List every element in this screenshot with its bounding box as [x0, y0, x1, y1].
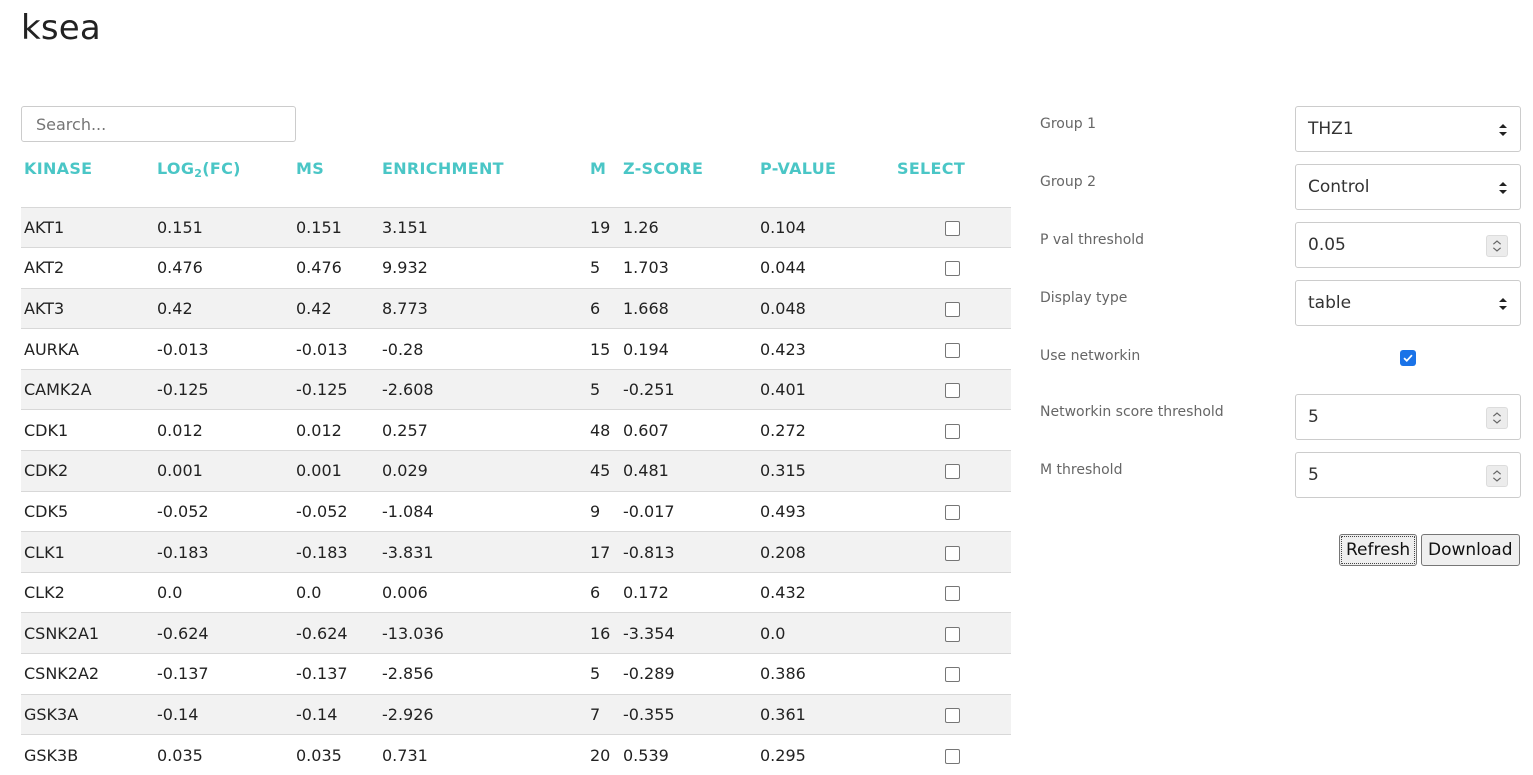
- cell-select: [894, 288, 1011, 329]
- networkin-score-threshold-input[interactable]: [1295, 394, 1521, 440]
- group1-value: THZ1: [1308, 119, 1354, 139]
- cell-enrichment: 9.932: [379, 248, 587, 289]
- header-select[interactable]: SELECT: [897, 159, 966, 178]
- cell-pvalue: 0.432: [757, 572, 894, 613]
- kinase-table-container: [21, 150, 1011, 775]
- cell-m: 15: [587, 329, 620, 370]
- cell-pvalue: 0.104: [757, 207, 894, 248]
- header-log2fc-suffix: (FC): [202, 159, 241, 178]
- pval-threshold-label: P val threshold: [1040, 232, 1145, 248]
- row-select-checkbox[interactable]: [945, 667, 960, 682]
- cell-zscore: 0.539: [620, 735, 757, 775]
- cell-log2fc: 0.0: [154, 572, 293, 613]
- cell-enrichment: -13.036: [379, 613, 587, 654]
- cell-kinase: GSK3A: [21, 694, 154, 735]
- cell-enrichment: 8.773: [379, 288, 587, 329]
- row-select-checkbox[interactable]: [945, 221, 960, 236]
- row-select-checkbox[interactable]: [945, 627, 960, 642]
- cell-log2fc: -0.125: [154, 369, 293, 410]
- row-select-checkbox[interactable]: [945, 343, 960, 358]
- pval-threshold-value: 0.05: [1308, 235, 1346, 255]
- table-row: [21, 207, 1011, 248]
- cell-zscore: -0.251: [620, 369, 757, 410]
- cell-enrichment: -2.608: [379, 369, 587, 410]
- header-log2fc-sub: 2: [194, 167, 203, 180]
- cell-ms: 0.42: [293, 288, 379, 329]
- cell-kinase: CDK1: [21, 410, 154, 451]
- cell-enrichment: 0.006: [379, 572, 587, 613]
- spinner-icon[interactable]: [1486, 407, 1508, 429]
- cell-pvalue: 0.208: [757, 532, 894, 573]
- cell-ms: -0.013: [293, 329, 379, 370]
- table-row: [21, 248, 1011, 289]
- m-threshold-label: M threshold: [1040, 462, 1123, 478]
- cell-enrichment: -2.856: [379, 654, 587, 695]
- cell-ms: 0.476: [293, 248, 379, 289]
- display-type-select[interactable]: [1295, 280, 1521, 326]
- cell-select: [894, 410, 1011, 451]
- cell-log2fc: 0.035: [154, 735, 293, 775]
- cell-pvalue: 0.423: [757, 329, 894, 370]
- header-kinase[interactable]: KINASE: [24, 159, 93, 178]
- cell-enrichment: 0.029: [379, 451, 587, 492]
- spinner-icon[interactable]: [1486, 235, 1508, 257]
- cell-select: [894, 329, 1011, 370]
- cell-zscore: 0.194: [620, 329, 757, 370]
- table-row: [21, 288, 1011, 329]
- group2-label: Group 2: [1040, 174, 1096, 190]
- cell-ms: -0.137: [293, 654, 379, 695]
- m-threshold-input[interactable]: [1295, 452, 1521, 498]
- cell-m: 9: [587, 491, 620, 532]
- row-select-checkbox[interactable]: [945, 708, 960, 723]
- header-log2fc-prefix: LOG: [157, 159, 195, 178]
- table-row: [21, 369, 1011, 410]
- cell-kinase: AKT3: [21, 288, 154, 329]
- cell-log2fc: 0.42: [154, 288, 293, 329]
- table-row: [21, 694, 1011, 735]
- cell-enrichment: 0.731: [379, 735, 587, 775]
- cell-pvalue: 0.295: [757, 735, 894, 775]
- cell-log2fc: -0.137: [154, 654, 293, 695]
- row-select-checkbox[interactable]: [945, 261, 960, 276]
- use-networkin-label: Use networkin: [1040, 348, 1141, 364]
- display-type-label: Display type: [1040, 290, 1128, 306]
- group1-label: Group 1: [1040, 116, 1096, 132]
- pval-threshold-input[interactable]: [1295, 222, 1521, 268]
- cell-pvalue: 0.386: [757, 654, 894, 695]
- cell-log2fc: 0.012: [154, 410, 293, 451]
- header-log2fc[interactable]: [154, 150, 293, 207]
- cell-zscore: -0.017: [620, 491, 757, 532]
- cell-pvalue: 0.044: [757, 248, 894, 289]
- cell-log2fc: -0.624: [154, 613, 293, 654]
- cell-ms: 0.0: [293, 572, 379, 613]
- cell-pvalue: 0.315: [757, 451, 894, 492]
- cell-enrichment: -1.084: [379, 491, 587, 532]
- cell-pvalue: 0.272: [757, 410, 894, 451]
- cell-zscore: 1.26: [620, 207, 757, 248]
- page-title: ksea: [21, 8, 101, 48]
- table-row: [21, 572, 1011, 613]
- kinase-table: [21, 150, 1011, 775]
- row-select-checkbox[interactable]: [945, 586, 960, 601]
- cell-select: [894, 694, 1011, 735]
- cell-enrichment: -3.831: [379, 532, 587, 573]
- checkmark-icon: [1401, 351, 1415, 365]
- cell-kinase: CLK1: [21, 532, 154, 573]
- row-select-checkbox[interactable]: [945, 749, 960, 764]
- cell-ms: 0.151: [293, 207, 379, 248]
- cell-zscore: -0.813: [620, 532, 757, 573]
- cell-m: 6: [587, 572, 620, 613]
- cell-ms: -0.052: [293, 491, 379, 532]
- cell-select: [894, 532, 1011, 573]
- header-enrichment[interactable]: ENRICHMENT: [382, 159, 504, 178]
- cell-zscore: -0.289: [620, 654, 757, 695]
- spinner-icon[interactable]: [1486, 465, 1508, 487]
- cell-log2fc: 0.476: [154, 248, 293, 289]
- table-row: [21, 654, 1011, 695]
- row-select-checkbox[interactable]: [945, 424, 960, 439]
- table-row: [21, 532, 1011, 573]
- table-row: [21, 410, 1011, 451]
- cell-log2fc: -0.013: [154, 329, 293, 370]
- cell-m: 16: [587, 613, 620, 654]
- cell-ms: 0.001: [293, 451, 379, 492]
- cell-zscore: -3.354: [620, 613, 757, 654]
- table-row: [21, 491, 1011, 532]
- table-row: [21, 613, 1011, 654]
- cell-zscore: 0.172: [620, 572, 757, 613]
- group2-select[interactable]: [1295, 164, 1521, 210]
- cell-zscore: 0.481: [620, 451, 757, 492]
- cell-zscore: 0.607: [620, 410, 757, 451]
- cell-log2fc: -0.183: [154, 532, 293, 573]
- cell-m: 19: [587, 207, 620, 248]
- cell-pvalue: 0.0: [757, 613, 894, 654]
- cell-kinase: AKT2: [21, 248, 154, 289]
- cell-pvalue: 0.493: [757, 491, 894, 532]
- cell-pvalue: 0.401: [757, 369, 894, 410]
- select-arrows-icon: [1498, 122, 1508, 138]
- row-select-checkbox[interactable]: [945, 383, 960, 398]
- networkin-score-threshold-value: 5: [1308, 407, 1319, 427]
- cell-log2fc: -0.14: [154, 694, 293, 735]
- row-select-checkbox[interactable]: [945, 464, 960, 479]
- table-row: [21, 329, 1011, 370]
- cell-kinase: AURKA: [21, 329, 154, 370]
- cell-kinase: CSNK2A1: [21, 613, 154, 654]
- cell-enrichment: -2.926: [379, 694, 587, 735]
- select-arrows-icon: [1498, 296, 1508, 312]
- cell-kinase: CDK5: [21, 491, 154, 532]
- cell-select: [894, 572, 1011, 613]
- header-zscore[interactable]: Z-SCORE: [623, 159, 704, 178]
- table-row: [21, 451, 1011, 492]
- header-ms[interactable]: MS: [296, 159, 325, 178]
- networkin-score-threshold-label: Networkin score threshold: [1040, 404, 1224, 420]
- cell-m: 17: [587, 532, 620, 573]
- cell-m: 7: [587, 694, 620, 735]
- header-pvalue[interactable]: P-VALUE: [760, 159, 837, 178]
- cell-ms: -0.14: [293, 694, 379, 735]
- cell-zscore: -0.355: [620, 694, 757, 735]
- cell-m: 6: [587, 288, 620, 329]
- cell-enrichment: 3.151: [379, 207, 587, 248]
- cell-m: 5: [587, 369, 620, 410]
- cell-select: [894, 735, 1011, 775]
- display-type-value: table: [1308, 293, 1352, 313]
- row-select-checkbox[interactable]: [945, 505, 960, 520]
- group1-select[interactable]: [1295, 106, 1521, 152]
- cell-m: 20: [587, 735, 620, 775]
- row-select-checkbox[interactable]: [945, 302, 960, 317]
- cell-kinase: CSNK2A2: [21, 654, 154, 695]
- cell-zscore: 1.703: [620, 248, 757, 289]
- table-header-row: [21, 150, 1011, 207]
- cell-m: 45: [587, 451, 620, 492]
- refresh-button[interactable]: Refresh: [1339, 534, 1417, 566]
- cell-ms: 0.035: [293, 735, 379, 775]
- use-networkin-checkbox[interactable]: [1400, 350, 1416, 366]
- cell-log2fc: 0.001: [154, 451, 293, 492]
- download-button[interactable]: Download: [1421, 534, 1520, 566]
- cell-kinase: CLK2: [21, 572, 154, 613]
- cell-select: [894, 654, 1011, 695]
- cell-enrichment: -0.28: [379, 329, 587, 370]
- cell-kinase: CDK2: [21, 451, 154, 492]
- cell-pvalue: 0.048: [757, 288, 894, 329]
- m-threshold-value: 5: [1308, 465, 1319, 485]
- cell-m: 5: [587, 654, 620, 695]
- cell-ms: -0.125: [293, 369, 379, 410]
- cell-select: [894, 451, 1011, 492]
- cell-select: [894, 207, 1011, 248]
- cell-select: [894, 613, 1011, 654]
- cell-kinase: CAMK2A: [21, 369, 154, 410]
- cell-ms: 0.012: [293, 410, 379, 451]
- cell-log2fc: 0.151: [154, 207, 293, 248]
- cell-enrichment: 0.257: [379, 410, 587, 451]
- table-row: [21, 735, 1011, 775]
- cell-m: 48: [587, 410, 620, 451]
- cell-m: 5: [587, 248, 620, 289]
- header-m[interactable]: M: [590, 159, 607, 178]
- search-input[interactable]: [21, 106, 296, 142]
- table-body: [21, 207, 1011, 775]
- cell-log2fc: -0.052: [154, 491, 293, 532]
- cell-zscore: 1.668: [620, 288, 757, 329]
- group2-value: Control: [1308, 177, 1370, 197]
- cell-select: [894, 491, 1011, 532]
- cell-pvalue: 0.361: [757, 694, 894, 735]
- select-arrows-icon: [1498, 180, 1508, 196]
- cell-ms: -0.183: [293, 532, 379, 573]
- row-select-checkbox[interactable]: [945, 546, 960, 561]
- cell-ms: -0.624: [293, 613, 379, 654]
- cell-select: [894, 248, 1011, 289]
- cell-kinase: AKT1: [21, 207, 154, 248]
- cell-kinase: GSK3B: [21, 735, 154, 775]
- cell-select: [894, 369, 1011, 410]
